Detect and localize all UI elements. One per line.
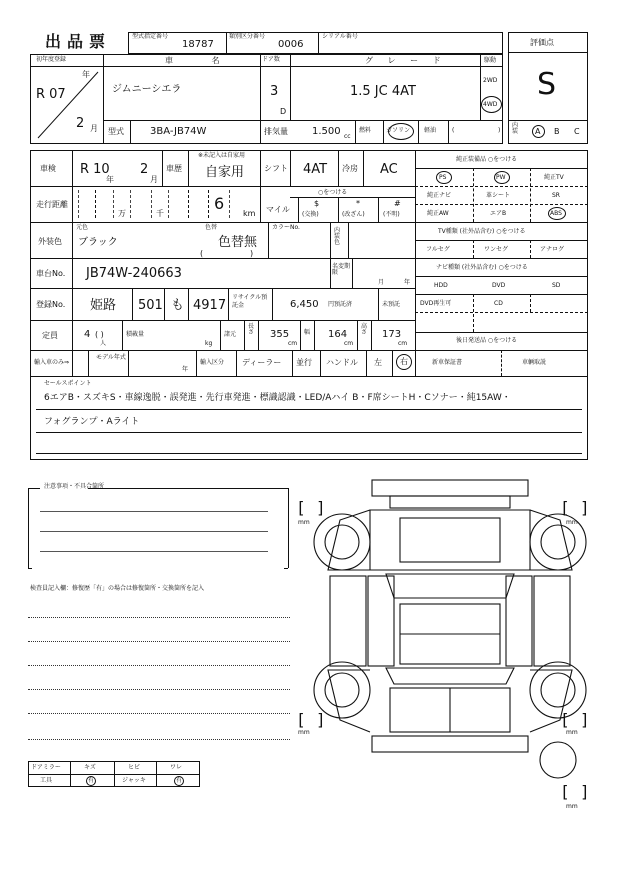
type-cert-label: 型式指定番号 [132, 33, 169, 40]
car-name-value: ジムニーシエラ [112, 84, 182, 95]
first-reg-year: R 07 [36, 87, 66, 102]
legend-jack-yes: 有 [176, 777, 183, 784]
mileage-value: 6 [214, 194, 225, 213]
handle-label: ハンドル [326, 358, 358, 367]
history-note: ※未記入は自家用 [198, 152, 246, 159]
width-value: 164 [328, 329, 348, 340]
height-value: 173 [382, 329, 402, 340]
navi-sd: SD [552, 282, 561, 289]
capacity-paren: ( ) [95, 330, 104, 339]
equip-abs: ABS [550, 210, 562, 217]
import-type-label: 輸入区分 [200, 359, 225, 366]
light-oil-label: 軽油 [424, 127, 437, 134]
chassis-label: 車台No. [36, 269, 66, 278]
height-cm: cm [398, 340, 408, 347]
mileage-digit-box-2 [130, 190, 152, 218]
tamper-label: (改ざん) [342, 211, 365, 218]
inspection-month: 2 [140, 162, 149, 177]
tv-oneseg: ワンセグ [484, 246, 509, 253]
ac-label: 冷房 [342, 164, 358, 173]
handle-left: 左 [374, 358, 382, 367]
mm-fl: mm [298, 519, 310, 526]
drive-label: 駆動 [484, 57, 497, 64]
light-oil-paren-close: ) [498, 127, 501, 134]
bracket-rr-open: [ [560, 710, 570, 729]
recycle-suffix: 円預託済 [328, 301, 353, 308]
length-value: 355 [270, 329, 290, 340]
mm-fr: mm [566, 519, 578, 526]
inspection-month-unit: 月 [150, 175, 158, 184]
post-warranty: 新車保証書 [432, 359, 463, 366]
interior-label: 内装 [512, 122, 519, 135]
man-unit: 万 [118, 209, 126, 218]
door-label: ドア数 [262, 56, 280, 63]
tv-type-label: TV種類 (社外品含む) ○をつける [438, 228, 526, 235]
circle-note: ○をつける [318, 189, 348, 196]
mileage-label: 走行距離 [36, 200, 68, 209]
orig-color-label: 元色 [76, 224, 89, 231]
model-year-label: モデル年式 [96, 354, 126, 361]
navi-type-label: ナビ種類 (社外品含む) ○をつける [436, 264, 528, 271]
fuel-label: 燃料 [359, 127, 372, 134]
sales-line-2: フォグランプ・Aライト [44, 417, 140, 427]
exchange-mark: $ [314, 199, 320, 208]
caution-bracket [28, 488, 291, 568]
legend-crack: ヒビ [128, 764, 141, 771]
navi-cd: CD [494, 300, 503, 307]
legend-tools-yes: 有 [88, 777, 95, 784]
bracket-fr-open: [ [560, 498, 570, 517]
capacity-value: 4 [84, 329, 91, 340]
mile-label: マイル [266, 205, 290, 214]
door-suffix: D [280, 107, 287, 116]
legend-scratch: キズ [84, 764, 96, 771]
reg-class: 501 [138, 298, 163, 313]
form-title: 出品票 [45, 32, 112, 51]
interior-c: C [574, 127, 580, 136]
parallel-label: 並行 [296, 358, 312, 367]
sales-point-label: セールスポイント [44, 380, 92, 387]
name-change-day: 年 [404, 279, 411, 286]
post-label: 後日発送品 ○をつける [456, 337, 518, 344]
mm-spare: mm [566, 803, 578, 810]
chassis-value: JB74W-240663 [86, 266, 182, 281]
model-value: 3BA-JB74W [150, 126, 207, 137]
repaint-paren-open: ( [200, 249, 204, 258]
bracket-spare-open: [ [560, 782, 570, 801]
drive-2wd: 2WD [483, 77, 498, 84]
inspection-label: 車検 [40, 164, 56, 173]
equip-aw: 純正AW [427, 210, 449, 217]
first-reg-slash [30, 66, 103, 144]
displacement-label: 排気量 [264, 127, 288, 136]
reg-kana: も [171, 298, 185, 313]
class-value: 0006 [278, 39, 304, 50]
height-label: 高さ [361, 323, 368, 336]
first-reg-label: 初年度登録 [36, 56, 67, 63]
bracket-spare-close: ] [580, 782, 590, 801]
color-code-label: カラーNo. [272, 224, 300, 231]
shift-label: シフト [264, 164, 288, 173]
capacity-label: 定員 [42, 331, 58, 340]
reg-label: 登録No. [36, 300, 66, 309]
car-name-label: 車 名 [165, 56, 238, 65]
legend-tools: 工具 [40, 777, 53, 784]
length-cm: cm [288, 340, 298, 347]
legend-jack: ジャッキ [122, 777, 146, 784]
reg-number: 4917 [193, 298, 227, 313]
interior-b: B [554, 127, 560, 136]
bracket-fr-close: ] [580, 498, 590, 517]
inspection-year-unit: 年 [106, 175, 114, 184]
grade-label: グ レ ー ド [365, 56, 447, 65]
first-reg-month: 2 [76, 116, 85, 131]
navi-hdd: HDD [434, 282, 448, 289]
bracket-fl-close: ] [316, 498, 326, 517]
interior-a: A [535, 127, 541, 136]
mm-rr: mm [566, 729, 578, 736]
drive-4wd: 4WD [483, 101, 498, 108]
repaint-value: 色替無 [218, 235, 258, 250]
caution-label: 注意事項・不具合箇所 [44, 483, 105, 490]
bracket-rr-close: ] [580, 710, 590, 729]
fuel-value: ガソリン [386, 127, 411, 134]
month-unit: 月 [90, 124, 98, 133]
year-unit: 年 [82, 70, 90, 79]
handle-right: 右 [400, 357, 408, 366]
car-damage-diagram [300, 470, 600, 800]
equip-pw: PW [496, 174, 506, 181]
tamper-mark: * [356, 199, 360, 208]
std-equip-label: 純正装備品 ○をつける [456, 156, 518, 163]
kg-unit: kg [205, 340, 213, 347]
capacity-unit: 人 [100, 340, 107, 347]
equip-navi: 純正ナビ [427, 192, 452, 199]
ext-color-value: ブラック [78, 237, 118, 248]
mileage-digit-box-1 [78, 190, 114, 218]
unknown-label: (不明) [383, 211, 400, 218]
displacement-value: 1.500 [312, 126, 341, 137]
model-year-unit: 年 [182, 366, 189, 373]
navi-dvd: DVD [492, 282, 506, 289]
equip-tv: 純正TV [544, 174, 564, 181]
sen-unit: 千 [156, 209, 164, 218]
name-change-label: 名変期限 [332, 263, 351, 276]
dims-label: 諸元 [224, 331, 237, 338]
unknown-mark: # [394, 199, 401, 208]
km-unit: km [243, 209, 256, 218]
mm-rl: mm [298, 729, 310, 736]
bracket-fl-open: [ [296, 498, 306, 517]
dealer-label: ディーラー [242, 358, 282, 367]
legend-break: ワレ [170, 764, 183, 771]
history-label: 車歴 [166, 164, 182, 173]
navi-dvd-play: DVD再生可 [420, 300, 452, 307]
repaint-label: 色替 [205, 224, 218, 231]
bracket-rl-close: ] [316, 710, 326, 729]
ac-value: AC [380, 162, 398, 177]
recycle-unpaid: 未預託 [382, 301, 401, 308]
import-label: 輸入車のみ⇒ [34, 359, 70, 366]
tv-fullseg: フルセグ [426, 246, 450, 253]
grade-value: 1.5 JC 4AT [350, 84, 416, 99]
history-value: 自家用 [205, 165, 245, 180]
equip-leather: 革シート [486, 192, 511, 199]
legend-mirror: ドアミラー [31, 764, 61, 771]
inspection-value: R 10 [80, 162, 110, 177]
equip-airbag: エアB [490, 210, 507, 217]
door-value: 3 [270, 84, 279, 99]
width-label: 幅 [304, 329, 311, 336]
exchange-label: (交換) [302, 211, 319, 218]
light-oil-paren: ( [452, 127, 455, 134]
score-value: S [537, 67, 557, 102]
recycle-label: リサイクル預託金 [232, 294, 268, 309]
serial-label: シリアル番号 [322, 33, 358, 40]
width-cm: cm [344, 340, 354, 347]
post-manual: 車輌取説 [522, 359, 547, 366]
equip-sr: SR [552, 192, 560, 199]
ext-color-label: 外装色 [38, 237, 62, 246]
cc-unit: cc [344, 133, 351, 140]
inspector-label: 検査員記入欄：修復歴「有」の場合は修復箇所・交換箇所を記入 [30, 585, 205, 592]
class-label: 類別区分番号 [229, 33, 266, 40]
name-change-month: 月 [378, 279, 385, 286]
model-label: 型式 [108, 127, 124, 136]
shift-value: 4AT [303, 162, 328, 177]
recycle-value: 6,450 [290, 299, 319, 310]
equip-ps: PS [439, 174, 447, 181]
int-color-label: 内装色 [334, 227, 341, 246]
load-label: 積載量 [126, 331, 145, 338]
tv-analog: アナログ [540, 246, 565, 253]
reg-area: 姫路 [90, 298, 117, 313]
repaint-paren-close: ) [250, 249, 254, 258]
sales-line-1: 6エアB・スズキS・車線逸脱・誤発進・先行車発進・標識認識・LED/Aハイ B・F席シートH・Cソナー・純15AW・ [44, 393, 511, 403]
length-label: 長さ [248, 323, 255, 336]
bracket-rl-open: [ [296, 710, 306, 729]
type-cert-value: 18787 [182, 39, 214, 50]
score-label: 評価点 [530, 38, 554, 47]
